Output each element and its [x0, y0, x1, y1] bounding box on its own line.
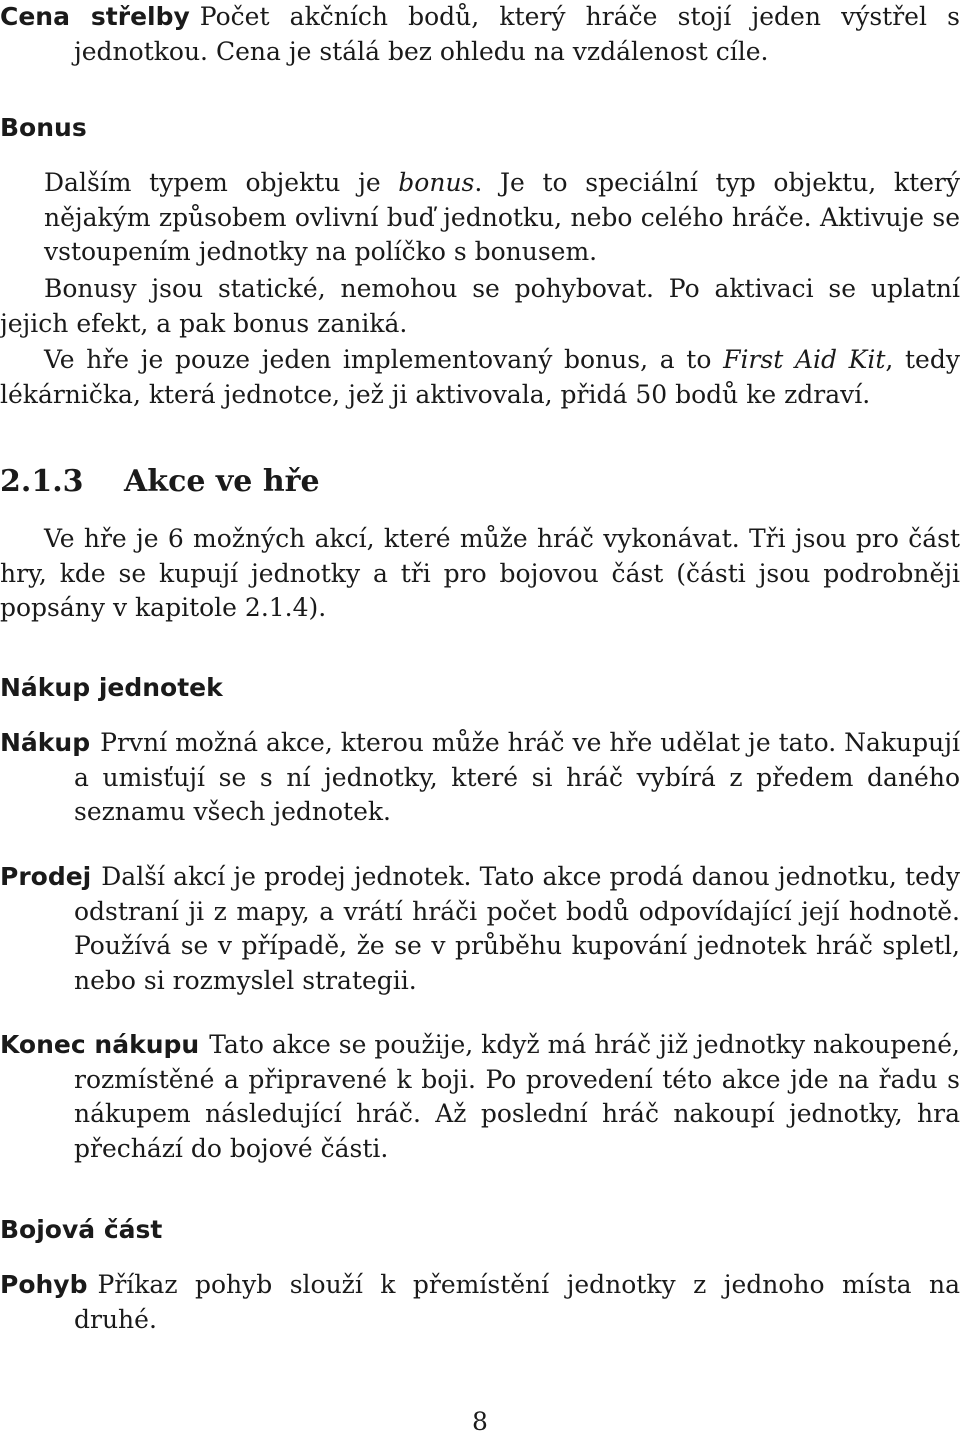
description-term: Konec nákupu	[0, 1030, 200, 1059]
text-run: , tedy lékárnička, která jednotce, jež ji aktivovala, přidá 50 bodů ke zdraví.	[0, 345, 960, 409]
description-term: Cena střelby	[0, 2, 190, 31]
emphasis: First Aid Kit	[723, 345, 886, 374]
description-item-nakup	[0, 726, 960, 830]
paragraph-bonus-3	[0, 343, 960, 412]
text-run: Ve hře je 6 možných akcí, které může hráč vykonávat. Tři jsou pro část hry, kde se kupují jednotky a tři pro bojovou část (části jsou podrobněji popsány v kapitole 2.1.4).	[0, 524, 960, 623]
paragraph-heading-nakup-jednotek: Nákup jednotek	[0, 673, 223, 702]
description-item-konec-nakupu	[0, 1028, 960, 1166]
description-text: Příkaz pohyb slouží k přemístění jednotky z jednoho místa na druhé.	[74, 1270, 960, 1334]
text-run: Ve hře je pouze jeden implementovaný bonus, a to	[44, 345, 724, 374]
description-text: Další akcí je prodej jednotek. Tato akce prodá danou jednotku, tedy odstraní ji z mapy, a vrátí hráči počet bodů odpovídající její hodnotě. Používá se v případě, že se v průběhu kupování jednotek hráč spletl, nebo si rozmyslel strategii.	[74, 862, 960, 995]
description-item-pohyb	[0, 1268, 960, 1337]
description-text: První možná akce, kterou může hráč ve hře udělat je tato. Nakupují a umisťují se s ní jednotky, které si hráč vybírá z předem daného seznamu všech jednotek.	[74, 728, 960, 827]
section-number: 2.1.3	[0, 464, 84, 499]
paragraph-section	[0, 522, 960, 626]
description-term: Nákup	[0, 728, 91, 757]
description-text: Tato akce se použije, když má hráč již jednotky nakoupené, rozmístěné a připravené k boji. Po provedení této akce jde na řadu s nákupem následující hráč. Až poslední hráč nakoupí jednotky, hra přechází do bojové části.	[74, 1030, 960, 1163]
paragraph-bonus-1	[0, 166, 960, 270]
description-item-cena-strelby	[0, 0, 960, 69]
description-item-prodej	[0, 860, 960, 998]
paragraph-bonus-2	[0, 272, 960, 341]
page-number: 8	[472, 1407, 488, 1436]
text-run: . Je to speciální typ objektu, který nějakým způsobem ovlivní buď jednotku, nebo celého hráče. Aktivuje se vstoupením jednotky na políčko s bonusem.	[44, 168, 960, 267]
description-text: Počet akčních bodů, který hráče stojí jeden výstřel s jednotkou. Cena je stálá bez ohledu na vzdálenost cíle.	[74, 2, 960, 66]
description-term: Pohyb	[0, 1270, 88, 1299]
paragraph-heading-bojova-cast: Bojová část	[0, 1215, 163, 1244]
text-run: Dalším typem objektu je	[44, 168, 399, 197]
paragraph-heading-bonus: Bonus	[0, 113, 87, 142]
section-title: Akce ve hře	[124, 464, 320, 499]
text-run: Bonusy jsou statické, nemohou se pohybovat. Po aktivaci se uplatní jejich efekt, a pak bonus zaniká.	[0, 274, 960, 338]
section-heading	[0, 462, 320, 502]
emphasis: bonus	[398, 168, 475, 197]
description-term: Prodej	[0, 862, 92, 891]
